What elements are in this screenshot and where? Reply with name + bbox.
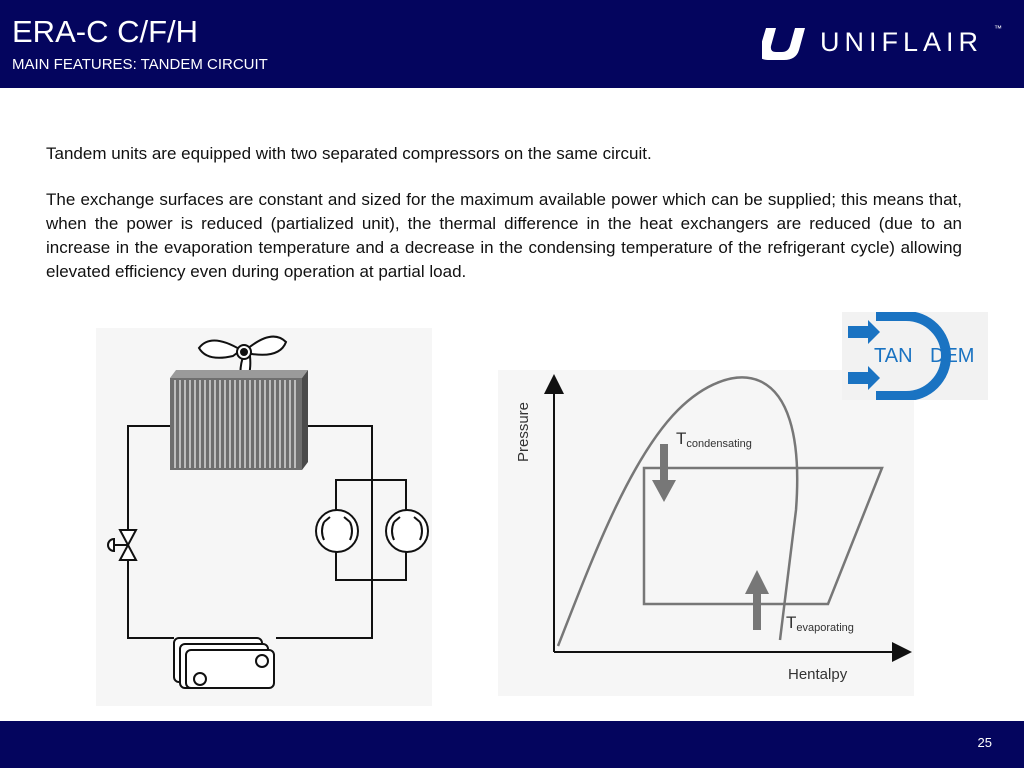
t-condensing-main: T xyxy=(676,429,687,448)
compressor-2-icon xyxy=(386,510,428,552)
x-axis-label: Hentalpy xyxy=(788,666,848,683)
uniflair-logo xyxy=(762,24,1012,64)
logo-trademark: ™ xyxy=(994,24,1002,33)
description-paragraph: The exchange surfaces are constant and sized for the maximum available power which can be supplied; this means that, when the power is reduced (partialized unit), the thermal difference in the heat exchangers are reduced (due to an increase in the evaporation temperature and a decrease in the condensing temperature of the refrigerant cycle) allowing elevated efficiency even during operation at partial load. xyxy=(46,190,962,281)
page-number: 25 xyxy=(977,735,992,750)
t-condensing-sub: condensating xyxy=(686,438,752,450)
evaporator-icon xyxy=(174,638,274,688)
t-evaporating-main: T xyxy=(786,613,797,632)
compressor-1-icon xyxy=(316,510,358,552)
footer-bar xyxy=(0,721,1024,768)
tandem-logo xyxy=(842,312,988,400)
tandem-text-left: TAN xyxy=(874,345,913,367)
header-bar xyxy=(0,0,1024,88)
tandem-circuit-diagram xyxy=(96,328,432,706)
condenser-coil-icon xyxy=(170,370,308,470)
t-evaporating-sub: evaporating xyxy=(796,622,854,634)
pressure-enthalpy-diagram xyxy=(498,370,914,696)
slide-title: ERA-C C/F/H xyxy=(12,14,198,49)
uniflair-u-icon xyxy=(762,24,814,60)
tandem-text-right: DEM xyxy=(930,345,975,367)
logo-text: UNIFLAIR xyxy=(820,27,984,57)
intro-paragraph: Tandem units are equipped with two separated compressors on the same circuit. xyxy=(46,144,652,163)
diagram-background xyxy=(498,370,914,696)
y-axis-label: Pressure xyxy=(515,401,532,462)
slide-subtitle: MAIN FEATURES: TANDEM CIRCUIT xyxy=(12,56,268,73)
